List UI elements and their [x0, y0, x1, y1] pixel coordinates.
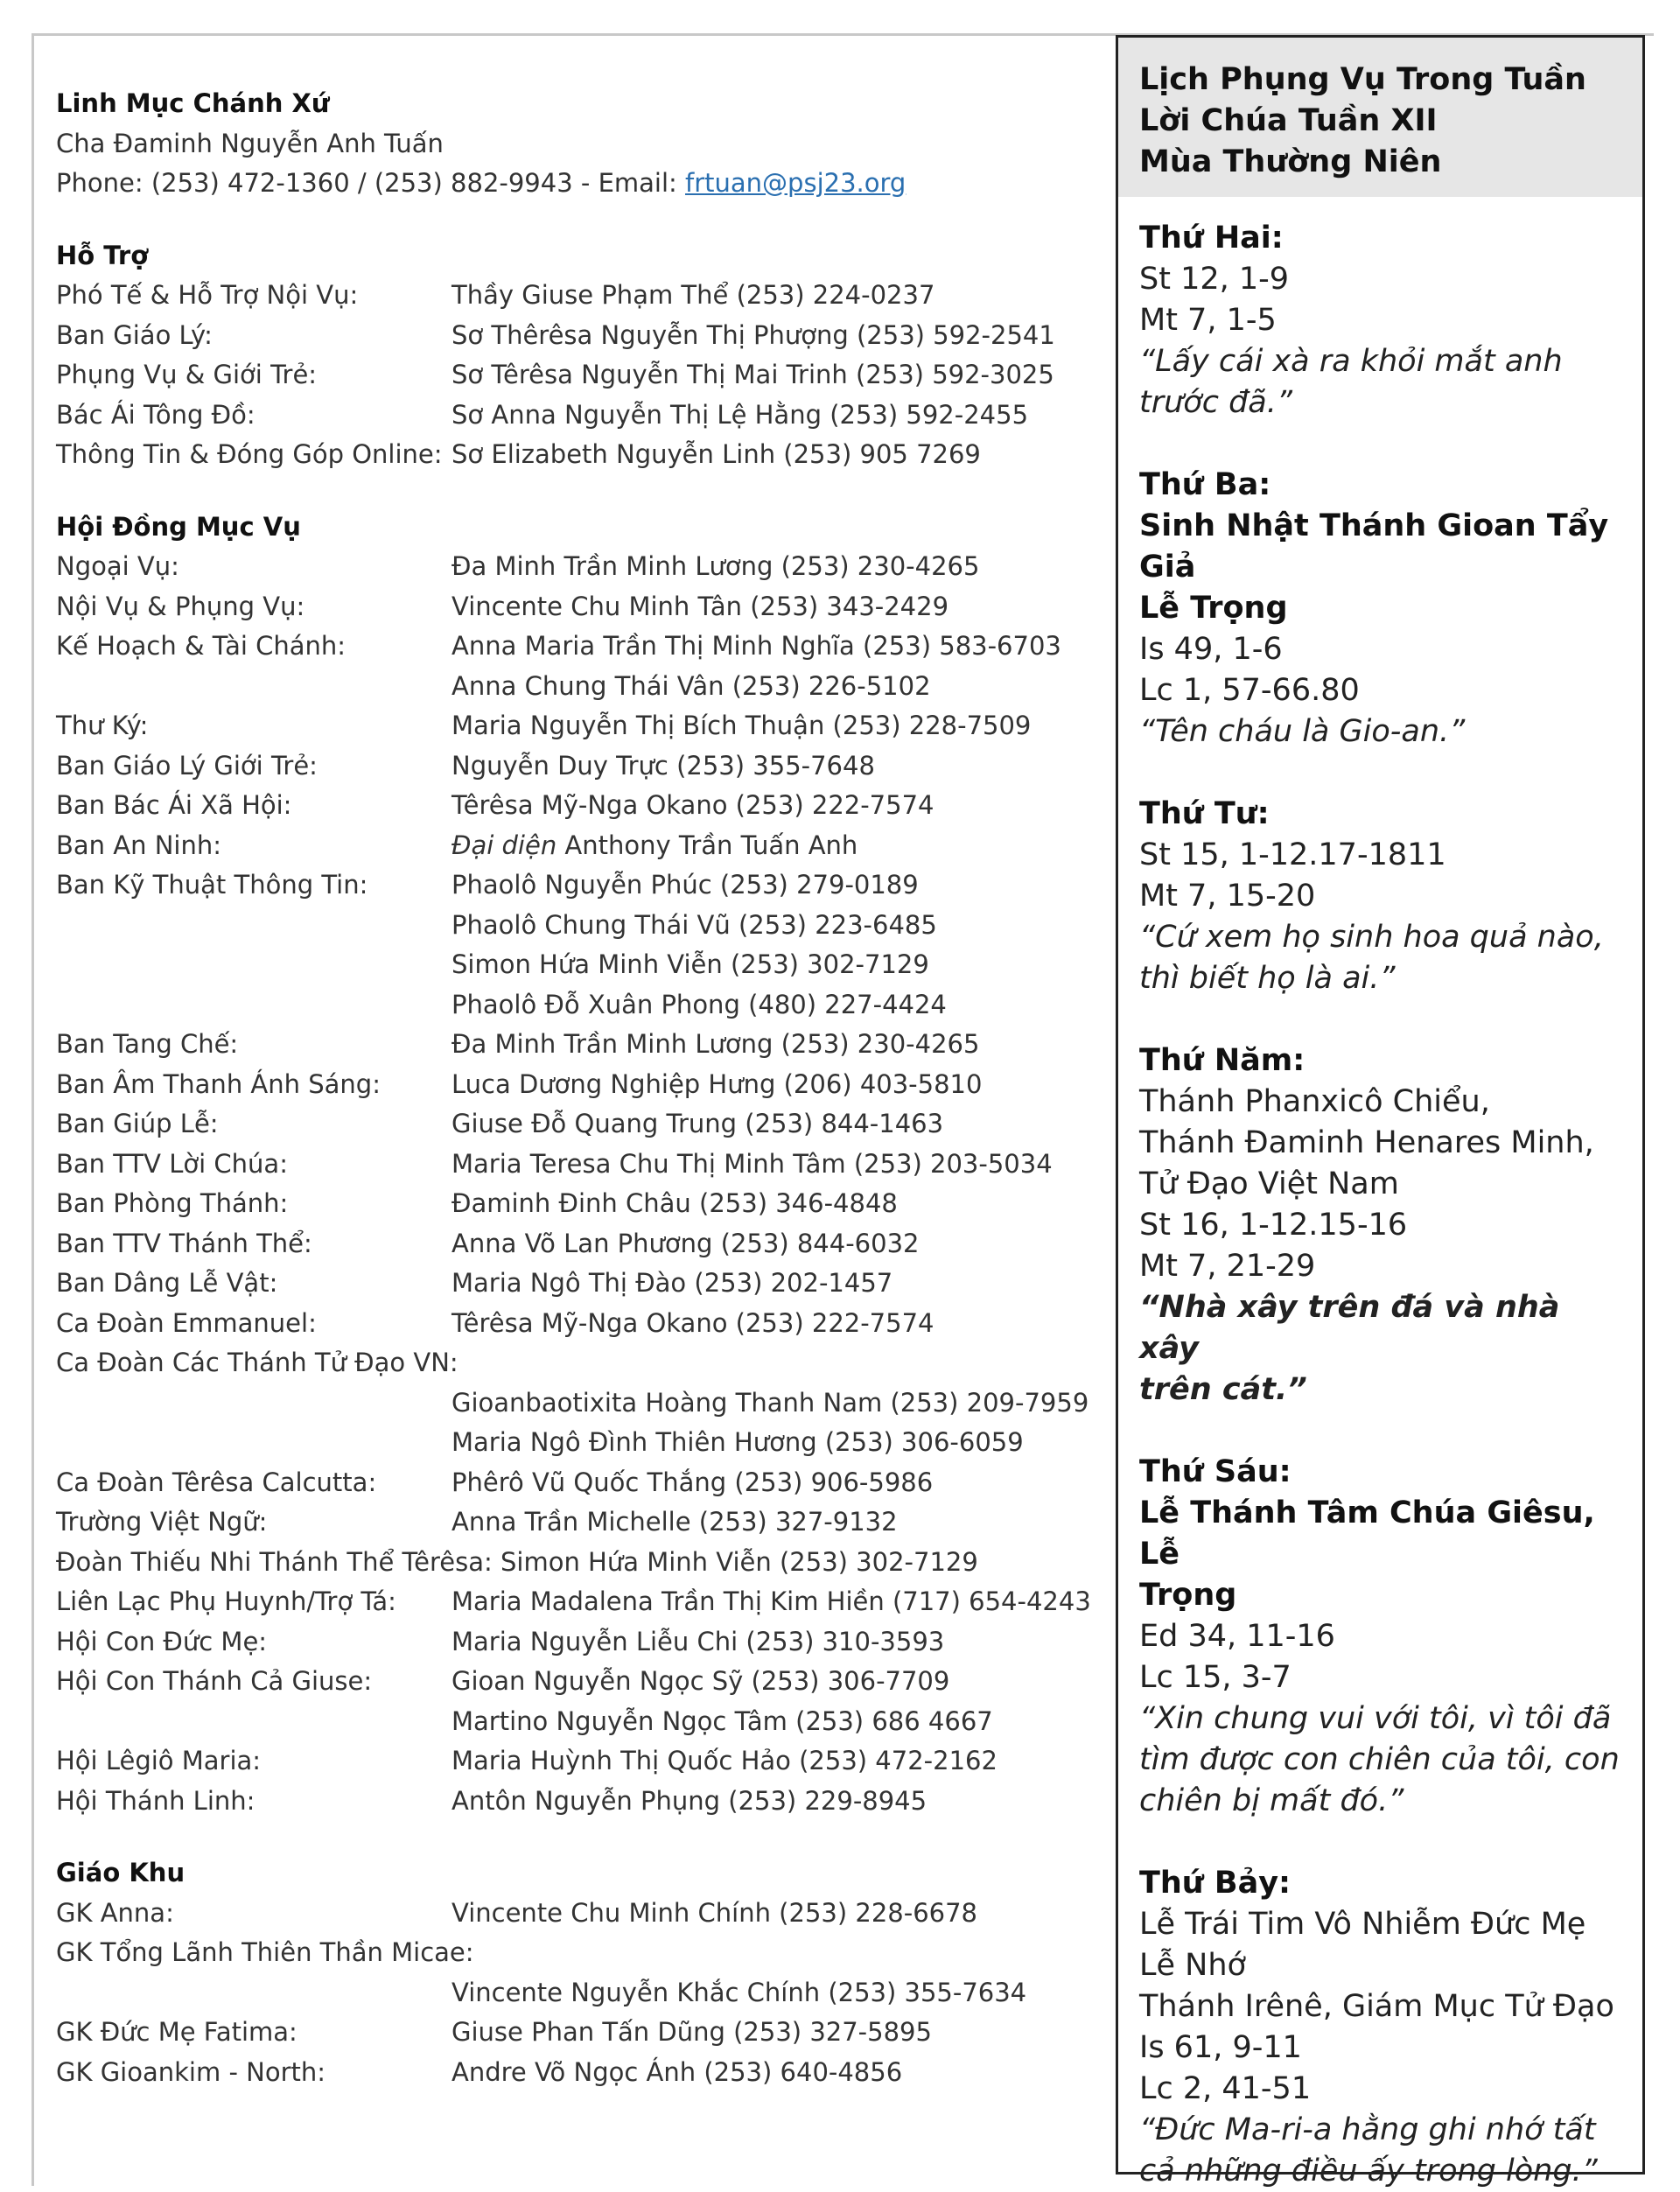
council-row	[56, 1782, 1097, 1822]
role-label: Ban Giúp Lễ:	[56, 1109, 219, 1138]
feast-line: Thánh Irênê, Giám Mục Tử Đạo	[1139, 1989, 1614, 2024]
role-label	[56, 906, 452, 946]
reading: Mt 7, 21-29	[1139, 1249, 1316, 1284]
council-row	[56, 1184, 1097, 1224]
contact-value: Thầy Giuse Phạm Thể (253) 224-0237	[452, 280, 935, 310]
reading: St 12, 1-9	[1139, 262, 1290, 297]
role-label: Hội Con Thánh Cả Giuse:	[56, 1666, 373, 1696]
feast-line: Thánh Phanxicô Chiểu,	[1139, 1084, 1490, 1119]
feast-line: Lễ Trọng	[1139, 591, 1288, 626]
council-row	[56, 826, 1097, 866]
council-row	[56, 1463, 1097, 1503]
contact-value: Maria Ngô Thị Đào (253) 202-1457	[452, 1268, 893, 1298]
contact-value: Anna Maria Trần Thị Minh Nghĩa (253) 583-6703	[452, 631, 1061, 661]
support-row	[56, 396, 1097, 436]
directory	[56, 84, 1097, 2092]
contact-value: Phaolô Đỗ Xuân Phong (480) 227-4424	[452, 989, 947, 1019]
districts-title: Giáo Khu	[56, 1858, 186, 1887]
council-row	[56, 667, 1097, 707]
contact-value: Maria Teresa Chu Thị Minh Tâm (253) 203-5034	[452, 1148, 1053, 1179]
contact-value: Vincente Nguyễn Khắc Chính (253) 355-7634	[452, 1977, 1027, 2007]
contact-value: Giuse Phan Tấn Dũng (253) 327-5895	[452, 2017, 932, 2047]
role-label: Thư Ký:	[56, 711, 149, 740]
council-row	[56, 786, 1097, 826]
council-row	[56, 1264, 1097, 1304]
feast-line: Lễ Thánh Tâm Chúa Giêsu, Lễ	[1139, 1495, 1595, 1572]
contact-value: Gioan Nguyễn Ngọc Sỹ (253) 306-7709	[452, 1666, 950, 1696]
pastor-email-link[interactable]: frtuan@psj23.org	[685, 168, 906, 198]
contact-value	[452, 826, 1097, 866]
role-label: Ban An Ninh:	[56, 830, 221, 860]
council-row	[56, 547, 1097, 587]
district-row	[56, 2053, 1097, 2093]
district-label: GK Đức Mẹ Fatima:	[56, 2017, 298, 2047]
contact-value: Simon Hứa Minh Viễn (253) 302-7129	[452, 949, 929, 979]
contact-value: Andre Võ Ngọc Ánh (253) 640-4856	[452, 2056, 903, 2087]
role-label	[56, 985, 452, 1026]
role-label: Phó Tế & Hỗ Trợ Nội Vụ:	[56, 280, 359, 310]
role-label: Hội Con Đức Mẹ:	[56, 1626, 268, 1656]
role-label: Ban Âm Thanh Ánh Sáng:	[56, 1068, 381, 1099]
reading: Lc 1, 57-66.80	[1139, 673, 1360, 708]
reading: Ed 34, 11-16	[1139, 1619, 1335, 1654]
role-label: Kế Hoạch & Tài Chánh:	[56, 631, 346, 661]
quote-line: trước đã.”	[1139, 385, 1292, 420]
council-row	[56, 587, 1097, 627]
contact-value: Gioanbaotixita Hoàng Thanh Nam (253) 209-7959	[452, 1387, 1089, 1418]
council-row	[56, 627, 1097, 667]
support-row	[56, 276, 1097, 316]
quote-line: “Đức Ma-ri-a hằng ghi nhớ tất	[1139, 2112, 1596, 2147]
reading: St 15, 1-12.17-1811	[1139, 837, 1446, 872]
quote-line: “Xin chung vui với tôi, vì tôi đã	[1139, 1701, 1612, 1736]
reading: Mt 7, 1-5	[1139, 303, 1277, 338]
pastor-contact	[56, 164, 1097, 204]
council-row	[56, 985, 1097, 1026]
day-friday: Thứ Sáu:	[1139, 1454, 1292, 1489]
role-label: Ban Giáo Lý Giới Trẻ:	[56, 750, 318, 781]
liturgy-sidebar	[1116, 35, 1645, 2188]
contact-value: Sơ Têrêsa Nguyễn Thị Mai Trinh (253) 592-3025	[452, 360, 1054, 389]
support-title: Hỗ Trợ	[56, 240, 149, 270]
reading: Lc 2, 41-51	[1139, 2071, 1312, 2106]
role-label-choir-martyrs: Ca Đoàn Các Thánh Tử Đạo VN:	[56, 1348, 458, 1377]
contact-value: Martino Nguyễn Ngọc Tâm (253) 686 4667	[452, 1705, 993, 1736]
heading-line: Lời Chúa Tuần XII	[1139, 103, 1438, 138]
sidebar-heading	[1118, 38, 1642, 197]
feast-line: Sinh Nhật Thánh Gioan Tẩy	[1139, 508, 1609, 543]
feast-line: Lễ Trái Tim Vô Nhiễm Đức Mẹ	[1139, 1907, 1586, 1942]
council-row	[56, 1622, 1097, 1663]
quote-line: “Nhà xây trên đá và nhà xây	[1139, 1290, 1560, 1366]
council-row	[56, 865, 1097, 906]
contact-value: Antôn Nguyễn Phụng (253) 229-8945	[452, 1785, 928, 1816]
council-row	[56, 1025, 1097, 1065]
contact-value: Maria Nguyễn Thị Bích Thuận (253) 228-7509	[452, 711, 1032, 740]
council-row	[56, 1304, 1097, 1344]
day-saturday: Thứ Bảy:	[1139, 1866, 1292, 1901]
feast-line: Tử Đạo Việt Nam	[1139, 1166, 1399, 1201]
quote-line: “Cứ xem họ sinh hoa quả nào,	[1139, 920, 1604, 955]
council-row	[56, 1104, 1097, 1145]
reading: Is 61, 9-11	[1139, 2030, 1302, 2065]
council-row	[56, 1145, 1097, 1185]
role-label: Ban TTV Thánh Thể:	[56, 1228, 312, 1258]
reading: St 16, 1-12.15-16	[1139, 1208, 1408, 1243]
role-label: Ban Bác Ái Xã Hội:	[56, 790, 292, 820]
role-label: Ca Đoàn Têrêsa Calcutta:	[56, 1467, 377, 1497]
role-label: Ban Giáo Lý:	[56, 319, 213, 350]
contact-value: Maria Huỳnh Thị Quốc Hảo (253) 472-2162	[452, 1746, 998, 1775]
contact-value: Anna Võ Lan Phương (253) 844-6032	[452, 1228, 920, 1258]
youth-group-line: Đoàn Thiếu Nhi Thánh Thể Têrêsa: Simon Hứa Minh Viễn (253) 302-7129	[56, 1546, 978, 1577]
contact-value: Sơ Elizabeth Nguyễn Linh (253) 905 7269	[452, 439, 981, 469]
feast-line: Trọng	[1139, 1578, 1237, 1613]
contact-value: Vincente Chu Minh Tân (253) 343-2429	[452, 591, 949, 621]
role-label: Nội Vụ & Phụng Vụ:	[56, 591, 305, 621]
day-tuesday: Thứ Ba:	[1139, 467, 1271, 502]
role-label: Hội Thánh Linh:	[56, 1785, 256, 1816]
quote-line: “Tên cháu là Gio-an.”	[1139, 714, 1466, 749]
heading-line: Mùa Thường Niên	[1139, 144, 1442, 179]
contact-value: Têrêsa Mỹ-Nga Okano (253) 222-7574	[452, 1307, 934, 1338]
contact-value: Luca Dương Nghiệp Hưng (206) 403-5810	[452, 1068, 983, 1099]
role-label: Ban Dâng Lễ Vật:	[56, 1268, 278, 1298]
council-row	[56, 945, 1097, 985]
council-row	[56, 1741, 1097, 1782]
representative-note: Đại diện	[452, 830, 557, 860]
contact-value: Maria Ngô Đình Thiên Hương (253) 306-6059	[452, 1427, 1024, 1457]
contact-value: Đaminh Đinh Châu (253) 346-4848	[452, 1188, 898, 1218]
feast-line: Giả	[1139, 550, 1196, 585]
role-label: Thông Tin & Đóng Góp Online:	[56, 439, 443, 469]
role-label: Ngoại Vụ:	[56, 551, 179, 581]
role-label: Ban Phòng Thánh:	[56, 1188, 289, 1218]
quote-line: cả những điều ấy trong lòng.”	[1139, 2153, 1598, 2188]
role-label: Trường Việt Ngữ:	[56, 1507, 268, 1537]
council-row	[56, 906, 1097, 946]
contact-value: Anna Trần Michelle (253) 327-9132	[452, 1507, 898, 1537]
reading: Lc 15, 3-7	[1139, 1660, 1292, 1695]
quote-line: chiên bị mất đó.”	[1139, 1783, 1404, 1818]
role-label: Phụng Vụ & Giới Trẻ:	[56, 360, 318, 389]
district-label-micae: GK Tổng Lãnh Thiên Thần Micae:	[56, 1937, 474, 1967]
council-row	[56, 746, 1097, 787]
role-label: Ban Tang Chế:	[56, 1029, 239, 1059]
contact-value: Giuse Đỗ Quang Trung (253) 844-1463	[452, 1109, 944, 1138]
role-label: Hội Lêgiô Maria:	[56, 1746, 262, 1775]
role-label	[56, 667, 452, 707]
district-label: GK Anna:	[56, 1897, 174, 1928]
day-thursday: Thứ Năm:	[1139, 1043, 1306, 1078]
council-row	[56, 1702, 1097, 1742]
district-row	[56, 2013, 1097, 2053]
role-label	[56, 1702, 452, 1742]
role-label: Ban TTV Lời Chúa:	[56, 1148, 288, 1179]
contact-value: Phêrô Vũ Quốc Thắng (253) 906-5986	[452, 1467, 934, 1497]
contact-value: Sơ Thêrêsa Nguyễn Thị Phượng (253) 592-2541	[452, 319, 1055, 350]
role-label: Liên Lạc Phụ Huynh/Trợ Tá:	[56, 1586, 396, 1616]
contact-value: Đa Minh Trần Minh Lương (253) 230-4265	[452, 551, 980, 581]
contact-value: Têrêsa Mỹ-Nga Okano (253) 222-7574	[452, 790, 934, 820]
contact-value: Anna Chung Thái Vân (253) 226-5102	[452, 670, 931, 701]
pastor-phone: Phone: (253) 472-1360 / (253) 882-9943 - Email:	[56, 168, 686, 198]
quote-line: tìm được con chiên của tôi, con	[1139, 1742, 1620, 1777]
council-row	[56, 1582, 1097, 1622]
feast-line: Lễ Nhớ	[1139, 1948, 1246, 1983]
contact-value: Phaolô Nguyễn Phúc (253) 279-0189	[452, 870, 919, 900]
role-label: Bác Ái Tông Đồ:	[56, 399, 256, 430]
reading: Is 49, 1-6	[1139, 632, 1283, 667]
day-monday: Thứ Hai:	[1139, 221, 1284, 256]
role-label	[56, 945, 452, 985]
contact-value: Sơ Anna Nguyễn Thị Lệ Hằng (253) 592-2455	[452, 399, 1029, 430]
feast-line: Thánh Đaminh Henares Minh,	[1139, 1125, 1594, 1160]
heading-line: Lịch Phụng Vụ Trong Tuần	[1139, 62, 1586, 97]
district-row	[56, 1894, 1097, 1934]
contact-value: Maria Nguyễn Liễu Chi (253) 310-3593	[452, 1626, 945, 1656]
contact-value: Đa Minh Trần Minh Lương (253) 230-4265	[452, 1029, 980, 1059]
council-row	[56, 1662, 1097, 1702]
day-wednesday: Thứ Tư:	[1139, 796, 1270, 831]
pastor-title: Linh Mục Chánh Xứ	[56, 88, 330, 118]
council-title: Hội Đồng Mục Vụ	[56, 511, 301, 542]
support-row	[56, 316, 1097, 356]
quote-line: thì biết họ là ai.”	[1139, 961, 1396, 996]
contact-value: Nguyễn Duy Trực (253) 355-7648	[452, 750, 875, 781]
council-row	[56, 706, 1097, 746]
council-row	[56, 1502, 1097, 1543]
quote-line: “Lấy cái xà ra khỏi mắt anh	[1139, 344, 1563, 379]
role-label: Ca Đoàn Emmanuel:	[56, 1307, 317, 1338]
pastor-name: Cha Đaminh Nguyễn Anh Tuấn	[56, 128, 444, 158]
contact-value: Phaolô Chung Thái Vũ (253) 223-6485	[452, 909, 937, 940]
contact-value: Maria Madalena Trần Thị Kim Hiền (717) 654-4243	[452, 1586, 1091, 1616]
sidebar-body	[1118, 197, 1642, 2192]
contact-name: Anthony Trần Tuấn Anh	[556, 830, 858, 860]
support-row	[56, 355, 1097, 396]
role-label: Ban Kỹ Thuật Thông Tin:	[56, 870, 368, 900]
district-label: GK Gioankim - North:	[56, 2056, 326, 2087]
quote-line: trên cát.”	[1139, 1372, 1307, 1407]
contact-value: Vincente Chu Minh Chính (253) 228-6678	[452, 1897, 977, 1928]
support-row	[56, 435, 1097, 475]
council-row	[56, 1224, 1097, 1264]
reading: Mt 7, 15-20	[1139, 879, 1316, 914]
council-row	[56, 1065, 1097, 1105]
